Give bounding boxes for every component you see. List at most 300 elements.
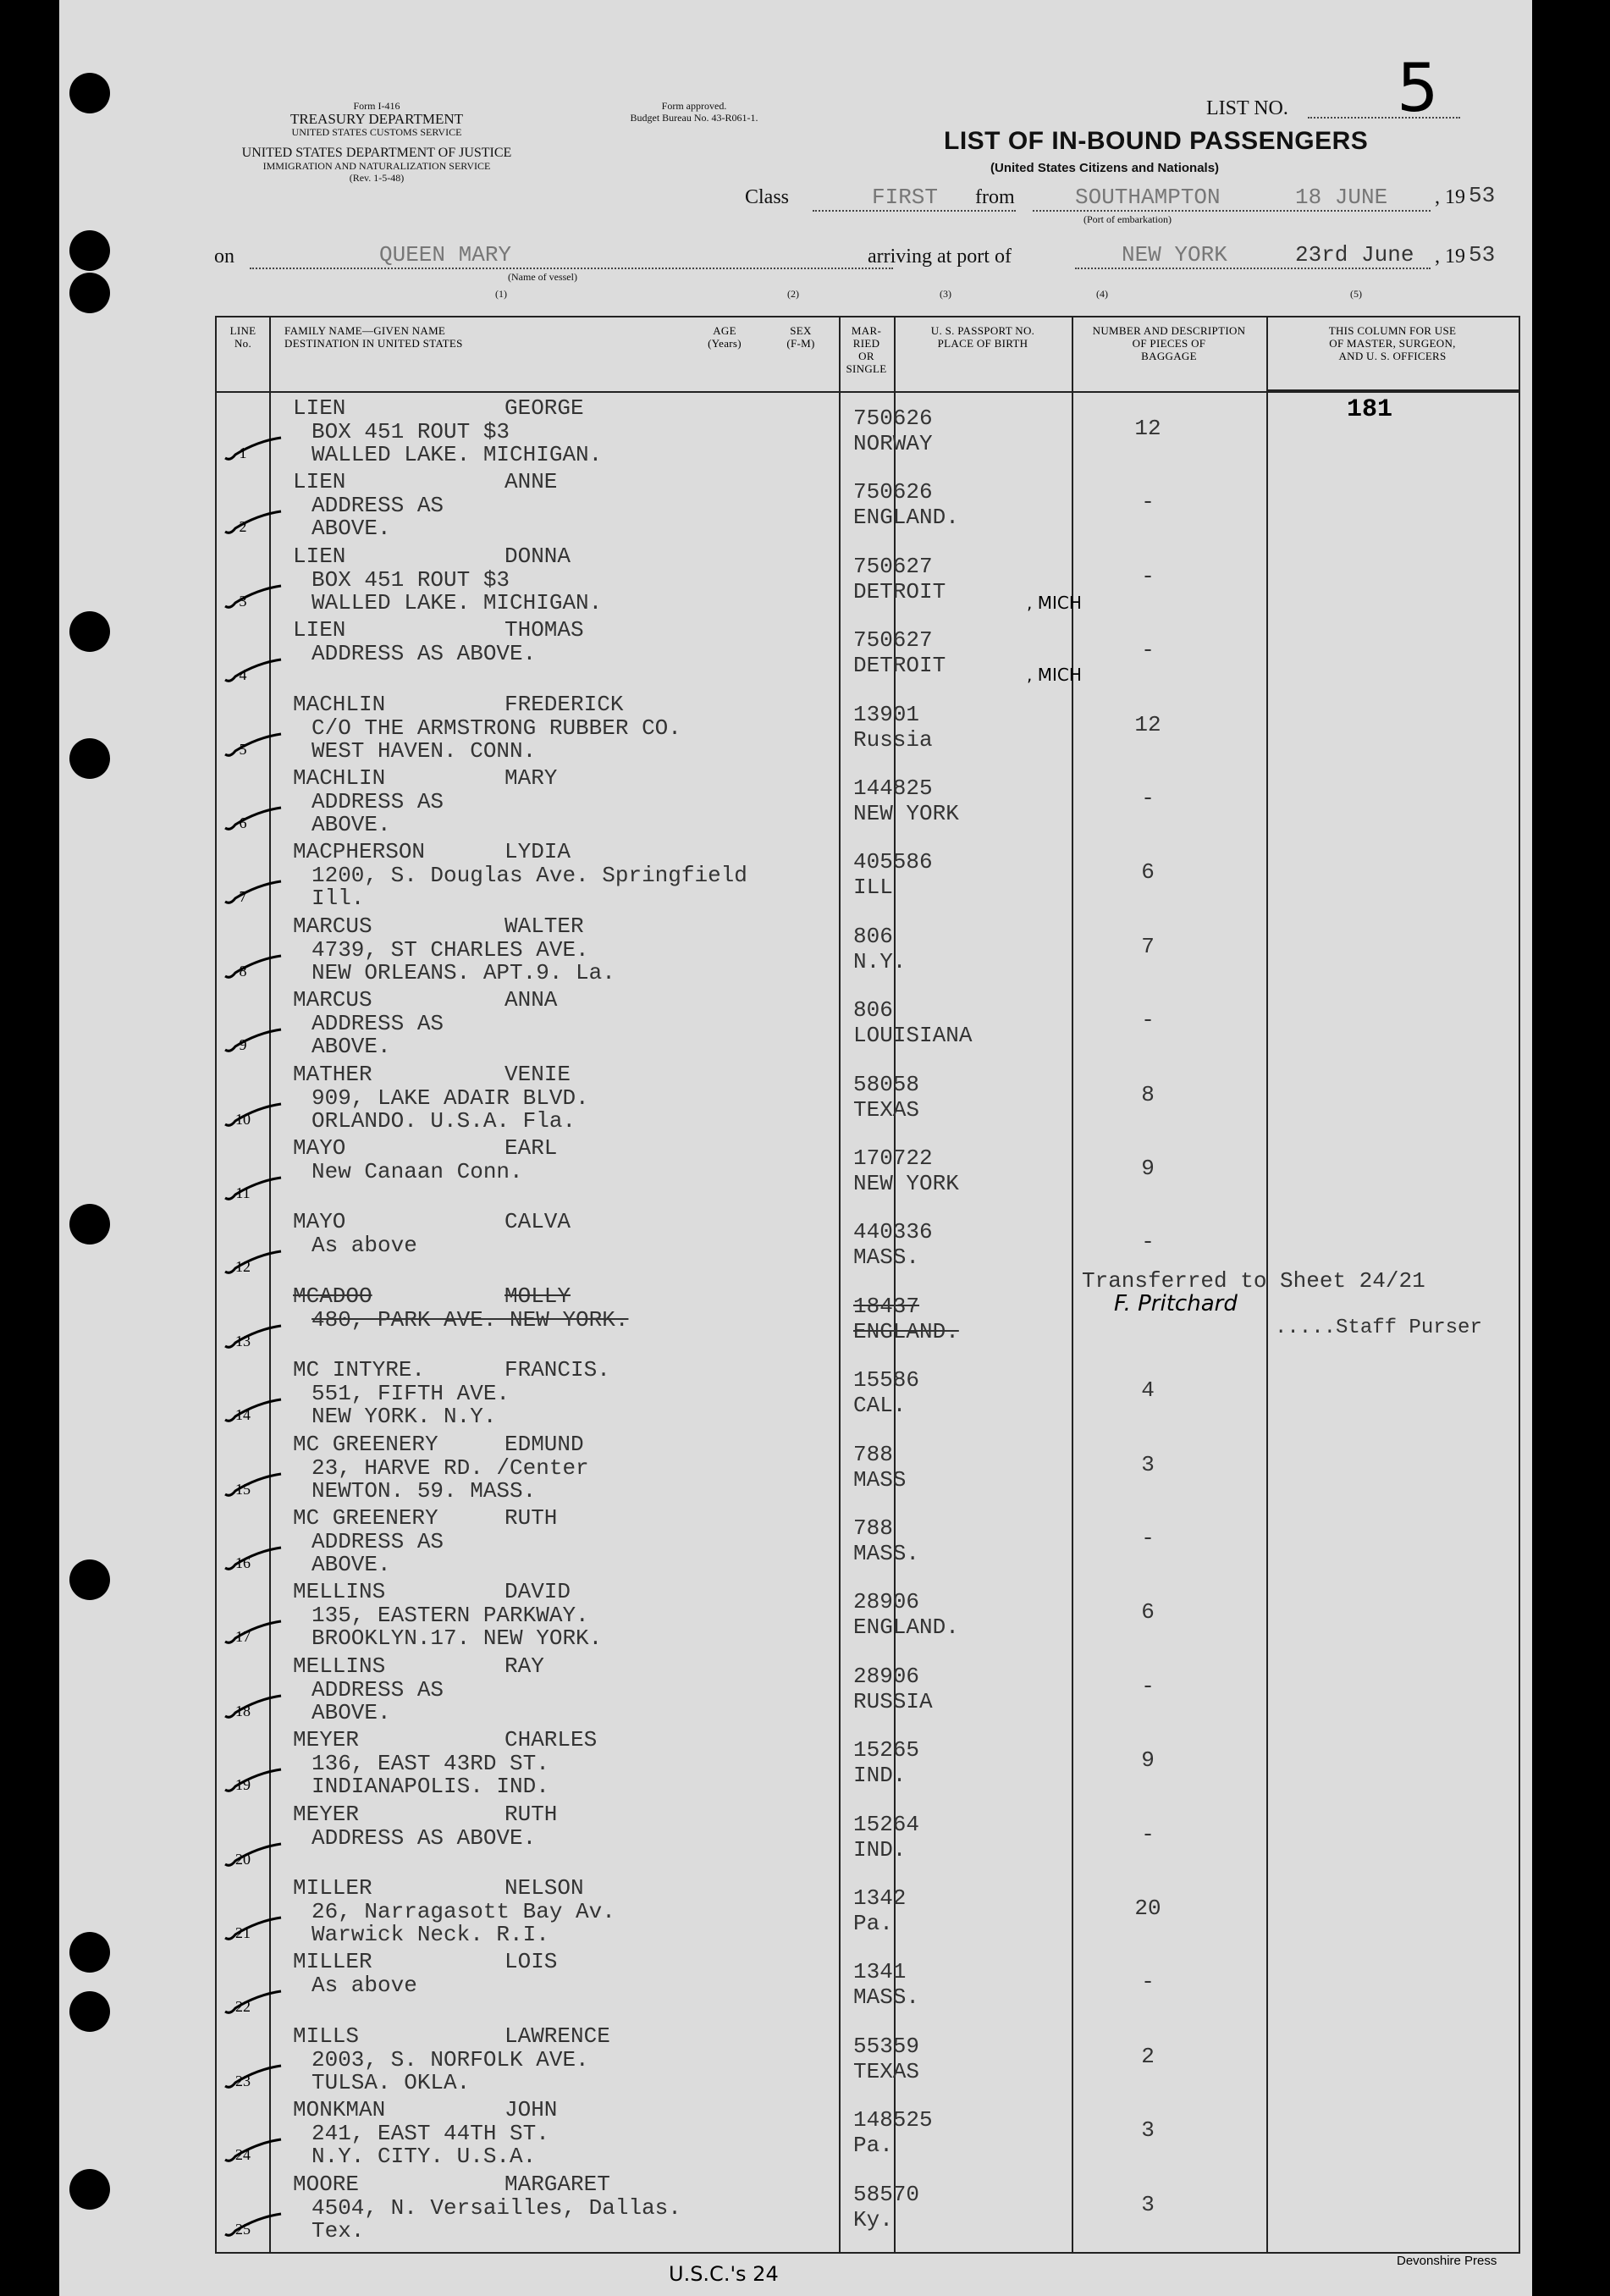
table-row <box>217 1134 1519 1207</box>
check-mark-icon <box>223 1990 283 2015</box>
baggage-count: 12 <box>1134 711 1161 737</box>
family-name: MILLER <box>293 1949 372 1975</box>
address-line-1: New Canaan Conn. <box>312 1159 523 1184</box>
col-num-5: (5) <box>1350 288 1362 300</box>
address-line-1: 1200, S. Douglas Ave. Springfield <box>312 863 747 889</box>
arrival-year-prefix: , 19 <box>1435 246 1465 268</box>
baggage-count: - <box>1141 1229 1155 1256</box>
from-date: 18 JUNE <box>1295 185 1388 210</box>
address-line-1: ADDRESS AS <box>312 789 444 814</box>
arrival-date: 23rd June <box>1295 242 1414 268</box>
table-row <box>217 2095 1519 2169</box>
punch-hole <box>69 273 110 313</box>
line-number: 22 <box>235 1998 251 2016</box>
family-name: MILLS <box>293 2023 360 2049</box>
line-number: 1 <box>239 444 247 461</box>
place-of-birth: Pa. <box>853 2133 893 2159</box>
address-line-2: WALLED LAKE. MICHIGAN. <box>312 589 603 615</box>
given-name: CHARLES <box>505 1727 598 1753</box>
embark-note: (Port of embarkation) <box>1083 213 1172 225</box>
line-number: 25 <box>235 2220 251 2238</box>
passport-number: 170722 <box>853 1145 933 1171</box>
passport-number: 405586 <box>853 849 933 875</box>
table-row <box>217 1504 1519 1577</box>
col-num-2: (2) <box>787 288 799 300</box>
check-mark-icon <box>223 1768 283 1793</box>
arrival-year: 53 <box>1469 242 1496 268</box>
punch-hole <box>69 2169 110 2210</box>
address-line-2: Ill. <box>312 886 365 912</box>
address-line-1: As above <box>312 1973 417 1999</box>
bottom-handwriting: U.S.C.'s 24 <box>669 2262 779 2286</box>
address-line-1: ADDRESS AS <box>312 1011 444 1037</box>
family-name: LIEN <box>293 469 346 495</box>
page-subtitle: (United States Citizens and Nationals) <box>990 161 1220 175</box>
form-approved: Form approved. <box>661 100 727 112</box>
baggage-count: - <box>1141 1821 1155 1847</box>
passport-number: 440336 <box>853 1219 933 1245</box>
punch-hole <box>69 1932 110 1973</box>
place-of-birth: Ky. <box>853 2206 893 2233</box>
line-number: 3 <box>239 592 247 610</box>
baggage-count: 20 <box>1134 1896 1161 1921</box>
col-num-4: (4) <box>1096 288 1108 300</box>
address-line-1: BOX 451 ROUT $3 <box>312 566 510 593</box>
col-sex: SEX (F-M) <box>786 324 815 350</box>
class-label: Class <box>745 186 790 208</box>
address-line-1: 2003, S. NORFOLK AVE. <box>312 2046 589 2072</box>
baggage-count: 8 <box>1141 1081 1155 1107</box>
check-mark-icon <box>223 658 283 683</box>
passport-number: 28906 <box>853 1589 920 1615</box>
address-line-1: BOX 451 ROUT $3 <box>312 419 510 444</box>
baggage-count: 7 <box>1141 933 1155 959</box>
place-of-birth: ILL <box>853 875 893 901</box>
class-value: FIRST <box>872 185 939 210</box>
check-mark-icon <box>223 880 283 905</box>
family-name: LIEN <box>293 543 346 569</box>
check-mark-icon <box>223 1398 283 1423</box>
family-name: MELLINS <box>293 1579 386 1605</box>
address-line-1: ADDRESS AS <box>312 1529 444 1554</box>
given-name: CALVA <box>505 1209 571 1235</box>
line-number: 24 <box>235 2146 251 2164</box>
family-name: MAYO <box>293 1209 346 1235</box>
list-no-value: 5 <box>1397 51 1439 127</box>
table-row <box>217 1800 1519 1874</box>
address-line-1: 23, HARVE RD. /Center <box>312 1454 589 1481</box>
table-row <box>217 1725 1519 1799</box>
address-line-2: BROOKLYN.17. NEW YORK. <box>312 1625 603 1652</box>
vessel-note: (Name of vessel) <box>508 271 577 283</box>
form-id-block <box>267 100 487 138</box>
vessel-line <box>250 268 893 269</box>
place-of-birth: TEXAS <box>853 1096 920 1123</box>
passport-number: 750626 <box>853 479 933 505</box>
table-row <box>217 764 1519 837</box>
place-of-birth: IND. <box>853 1836 907 1863</box>
passport-number: 788 <box>853 1515 893 1541</box>
place-of-birth: ENGLAND. <box>853 505 959 531</box>
punch-hole <box>69 1204 110 1245</box>
passport-number: 15264 <box>853 1811 920 1837</box>
table-row <box>217 2022 1519 2095</box>
place-of-birth: Pa. <box>853 1911 893 1936</box>
col-num-3: (3) <box>940 288 951 300</box>
printer-mark: Devonshire Press <box>1397 2254 1497 2268</box>
from-port: SOUTHAMPTON <box>1075 185 1221 210</box>
address-line-1: 241, EAST 44TH ST. <box>312 2121 549 2147</box>
check-mark-icon <box>223 806 283 831</box>
passport-number: 750627 <box>853 553 933 579</box>
check-mark-icon <box>223 1250 283 1275</box>
baggage-count: - <box>1141 1526 1155 1551</box>
page-title: LIST OF IN-BOUND PASSENGERS <box>944 127 1369 155</box>
table-row <box>217 1652 1519 1725</box>
address-line-1: 4739, ST CHARLES AVE. <box>312 936 589 963</box>
baggage-count: 9 <box>1141 1747 1155 1774</box>
family-name: MONKMAN <box>293 2097 386 2123</box>
line-number: 16 <box>235 1554 251 1571</box>
given-name: RAY <box>505 1653 544 1679</box>
table-row <box>217 1577 1519 1651</box>
table-row <box>217 1430 1519 1504</box>
given-name: LOIS <box>505 1949 558 1975</box>
line-number: 9 <box>239 1036 247 1054</box>
check-mark-icon <box>223 1916 283 1941</box>
punch-hole <box>69 230 110 271</box>
given-name: ANNA <box>505 987 558 1013</box>
passport-number: 58570 <box>853 2181 920 2207</box>
transferred-note: Transferred to Sheet 24/21 <box>1082 1268 1425 1294</box>
place-of-birth: NEW YORK <box>853 1171 959 1196</box>
col-num-1: (1) <box>495 288 507 300</box>
address-line-1: ADDRESS AS ABOVE. <box>312 1824 537 1851</box>
passport-number: 58058 <box>853 1071 920 1097</box>
col-married: MAR- RIED OR SINGLE <box>846 324 887 375</box>
place-of-birth: NEW YORK <box>853 801 959 826</box>
line-number: 21 <box>235 1924 251 1941</box>
line-number: 19 <box>235 1776 251 1794</box>
passport-number: 18437 <box>853 1293 920 1319</box>
given-name: DONNA <box>505 543 571 569</box>
place-of-birth: N.Y. <box>853 948 907 974</box>
place-of-birth: MASS <box>853 1466 907 1493</box>
budget-bureau: Budget Bureau No. 43-R061-1. <box>630 112 758 124</box>
place-of-birth: RUSSIA <box>853 1688 933 1714</box>
baggage-count: - <box>1141 786 1155 811</box>
given-name: LAWRENCE <box>505 2023 610 2049</box>
table-row <box>217 985 1519 1059</box>
given-name: THOMAS <box>505 617 584 643</box>
check-mark-icon <box>223 732 283 758</box>
passport-number: 148525 <box>853 2107 933 2133</box>
line-number: 8 <box>239 962 247 980</box>
from-label: from <box>975 186 1015 208</box>
on-label: on <box>214 246 234 268</box>
given-name: GEORGE <box>505 395 584 421</box>
check-mark-icon <box>223 1546 283 1571</box>
family-name: MACHLIN <box>293 765 386 791</box>
line-number: 17 <box>235 1628 251 1646</box>
document-sheet <box>59 0 1532 2296</box>
given-name: EARL <box>505 1135 558 1161</box>
check-mark-icon <box>223 1842 283 1868</box>
table-row <box>217 837 1519 911</box>
line-number: 14 <box>235 1406 251 1424</box>
family-name: MEYER <box>293 1727 360 1753</box>
family-name: MOORE <box>293 2171 360 2197</box>
check-mark-icon <box>223 1620 283 1645</box>
passport-number: 1341 <box>853 1959 907 1985</box>
address-line-2: WALLED LAKE. MICHIGAN. <box>312 442 603 467</box>
family-name: MILLER <box>293 1875 372 1901</box>
passport-number: 750627 <box>853 627 933 654</box>
family-name: MC GREENERY <box>293 1505 438 1531</box>
line-number: 12 <box>235 1258 251 1276</box>
family-name: MCADOO <box>293 1283 372 1309</box>
passport-number: 13901 <box>853 701 920 727</box>
baggage-count: 4 <box>1141 1377 1155 1404</box>
address-line-1: ADDRESS AS ABOVE. <box>312 641 537 667</box>
mich-note-1: , MICH <box>1027 593 1082 613</box>
arrival-line <box>1075 268 1431 269</box>
family-name: MACHLIN <box>293 691 386 717</box>
check-mark-icon <box>223 2064 283 2089</box>
passport-number: 28906 <box>853 1663 920 1689</box>
given-name: RUTH <box>505 1801 558 1827</box>
given-name: FREDERICK <box>505 691 624 717</box>
address-line-2: ABOVE. <box>312 516 391 542</box>
from-year-prefix: , 19 <box>1435 186 1465 208</box>
col-age: AGE (Years) <box>708 324 742 350</box>
table-row <box>217 1060 1519 1134</box>
line-number: 5 <box>239 740 247 758</box>
address-line-2: NEW ORLEANS. APT.9. La. <box>312 959 615 985</box>
address-line-1: 136, EAST 43RD ST. <box>312 1751 549 1777</box>
justice-block <box>207 146 546 184</box>
baggage-count: 12 <box>1134 416 1161 441</box>
place-of-birth: DETROIT <box>853 578 946 604</box>
check-mark-icon <box>223 954 283 980</box>
given-name: NELSON <box>505 1875 584 1901</box>
passport-number: 15265 <box>853 1737 920 1763</box>
table-row <box>217 615 1519 689</box>
address-line-2: Tex. <box>312 2217 365 2244</box>
line-number: 23 <box>235 2072 251 2089</box>
passport-number: 788 <box>853 1441 893 1467</box>
passport-number: 144825 <box>853 775 933 801</box>
check-mark-icon <box>223 1102 283 1128</box>
baggage-count: 3 <box>1141 1451 1155 1477</box>
family-name: MELLINS <box>293 1653 386 1679</box>
line-number: 20 <box>235 1850 251 1868</box>
check-mark-icon <box>223 584 283 610</box>
family-name: MACPHERSON <box>293 839 426 865</box>
arrival-port: NEW YORK <box>1122 242 1227 268</box>
table-row <box>217 1947 1519 2021</box>
baggage-count: 6 <box>1141 859 1155 886</box>
address-line-2: ABOVE. <box>312 1034 391 1060</box>
staff-purser: .....Staff Purser <box>1275 1316 1482 1339</box>
passport-number: 806 <box>853 923 893 949</box>
address-line-2: Warwick Neck. R.I. <box>312 1922 549 1947</box>
address-line-2: INDIANAPOLIS. IND. <box>312 1774 549 1800</box>
line-number: 10 <box>235 1110 251 1128</box>
punch-hole <box>69 1991 110 2032</box>
table-row <box>217 690 1519 764</box>
line-number: 13 <box>235 1332 251 1349</box>
treasury-dept: TREASURY DEPARTMENT <box>289 111 464 127</box>
line-number: 11 <box>235 1184 251 1201</box>
given-name: EDMUND <box>505 1431 584 1457</box>
given-name: MARGARET <box>505 2171 610 2197</box>
address-line-2: NEW YORK. N.Y. <box>312 1404 497 1430</box>
baggage-count: - <box>1141 1673 1155 1699</box>
check-mark-icon <box>223 1324 283 1349</box>
table-row <box>217 394 1519 467</box>
punch-hole <box>69 1559 110 1600</box>
given-name: ANNE <box>505 469 558 495</box>
place-of-birth: ENGLAND. <box>853 1318 959 1344</box>
line-number: 6 <box>239 814 247 831</box>
col-passport: U. S. PASSPORT NO. PLACE OF BIRTH <box>930 324 1035 350</box>
address-line-1: ADDRESS AS <box>312 1676 444 1703</box>
passport-number: 806 <box>853 997 893 1024</box>
baggage-count: 9 <box>1141 1156 1155 1181</box>
place-of-birth: LOUISIANA <box>853 1023 973 1049</box>
from-line <box>1033 210 1431 212</box>
address-line-1: As above <box>312 1233 417 1259</box>
check-mark-icon <box>223 510 283 535</box>
given-name: FRANCIS. <box>505 1357 610 1383</box>
given-name: LYDIA <box>505 839 571 865</box>
place-of-birth: DETROIT <box>853 653 946 679</box>
from-year: 53 <box>1469 183 1496 208</box>
given-name: VENIE <box>505 1061 571 1087</box>
family-name: LIEN <box>293 617 346 643</box>
family-name: MATHER <box>293 1061 372 1087</box>
passport-number: 55359 <box>853 2033 920 2059</box>
given-name: WALTER <box>505 913 584 939</box>
address-line-1: C/O THE ARMSTRONG RUBBER CO. <box>312 715 681 741</box>
col-name: FAMILY NAME—GIVEN NAME DESTINATION IN UNITED STATES <box>284 324 463 350</box>
family-name: MARCUS <box>293 987 372 1013</box>
baggage-count: - <box>1141 489 1155 516</box>
list-no-label: LIST NO. <box>1206 97 1288 119</box>
approval-block <box>576 100 813 124</box>
family-name: MARCUS <box>293 913 372 939</box>
officer-note: 181 <box>1347 395 1393 424</box>
address-line-1: 551, FIFTH AVE. <box>312 1381 510 1407</box>
punch-hole <box>69 73 110 113</box>
check-mark-icon <box>223 1472 283 1498</box>
table-row <box>217 1355 1519 1429</box>
purser-signature: F. Pritchard <box>1114 1291 1238 1316</box>
check-mark-icon <box>223 1694 283 1719</box>
family-name: LIEN <box>293 395 346 421</box>
passport-number: 750626 <box>853 406 933 431</box>
given-name: RUTH <box>505 1505 558 1531</box>
place-of-birth: ENGLAND. <box>853 1614 959 1641</box>
check-mark-icon <box>223 2138 283 2163</box>
place-of-birth: CAL. <box>853 1393 907 1419</box>
table-row <box>217 467 1519 541</box>
check-mark-icon <box>223 436 283 461</box>
place-of-birth: NORWAY <box>853 431 933 456</box>
col-line: LINE No. <box>229 324 256 350</box>
check-mark-icon <box>223 2212 283 2238</box>
baggage-count: - <box>1141 1969 1155 1995</box>
given-name: MOLLY <box>505 1283 571 1309</box>
col-baggage: NUMBER AND DESCRIPTION OF PIECES OF BAGGAGE <box>1092 324 1246 362</box>
place-of-birth: MASS. <box>853 1984 920 2011</box>
address-line-1: 26, Narragasott Bay Av. <box>312 1899 615 1924</box>
passport-number: 1342 <box>853 1885 907 1911</box>
class-line <box>813 210 1016 212</box>
given-name: MARY <box>505 765 558 791</box>
line-number: 4 <box>239 666 247 684</box>
justice-dept: UNITED STATES DEPARTMENT OF JUSTICE <box>241 146 512 160</box>
place-of-birth: Russia <box>853 726 933 753</box>
arriving-label: arriving at port of <box>868 246 1012 268</box>
col-officers: THIS COLUMN FOR USE OF MASTER, SURGEON, AND U. S. OFFICERS <box>1328 324 1457 362</box>
baggage-count: 3 <box>1141 2117 1155 2144</box>
customs-service: UNITED STATES CUSTOMS SERVICE <box>291 126 462 138</box>
address-line-2: TULSA. OKLA. <box>312 2069 471 2095</box>
family-name: MEYER <box>293 1801 360 1827</box>
address-line-2: NEWTON. 59. MASS. <box>312 1477 537 1504</box>
address-line-1: 909, LAKE ADAIR BLVD. <box>312 1085 589 1111</box>
ins-service: IMMIGRATION AND NATURALIZATION SERVICE <box>262 160 491 172</box>
address-line-2: N.Y. CITY. U.S.A. <box>312 2144 537 2170</box>
place-of-birth: TEXAS <box>853 2058 920 2084</box>
place-of-birth: MASS. <box>853 1245 920 1271</box>
mich-note-2: , MICH <box>1027 665 1082 685</box>
passport-number: 15586 <box>853 1367 920 1394</box>
baggage-count: - <box>1141 637 1155 664</box>
address-line-1: ADDRESS AS <box>312 493 444 519</box>
punch-hole <box>69 738 110 779</box>
address-line-1: 4504, N. Versailles, Dallas. <box>312 2194 681 2221</box>
punch-hole <box>69 611 110 652</box>
family-name: MC INTYRE. <box>293 1357 426 1383</box>
family-name: MC GREENERY <box>293 1431 438 1457</box>
baggage-count: 6 <box>1141 1599 1155 1625</box>
family-name: MAYO <box>293 1135 346 1161</box>
table-row <box>217 912 1519 985</box>
form-number: Form I-416 <box>353 100 400 112</box>
line-number: 7 <box>239 888 247 906</box>
address-line-2: WEST HAVEN. CONN. <box>312 737 537 764</box>
rev-date: (Rev. 1-5-48) <box>349 172 405 184</box>
table-row <box>217 2170 1519 2244</box>
baggage-count: 3 <box>1141 2191 1155 2217</box>
address-line-1: 135, EASTERN PARKWAY. <box>312 1603 589 1629</box>
table-row <box>217 1874 1519 1947</box>
baggage-count: - <box>1141 563 1155 589</box>
address-line-2: ABOVE. <box>312 812 391 837</box>
baggage-count: 2 <box>1141 2043 1155 2069</box>
check-mark-icon <box>223 1176 283 1201</box>
given-name: DAVID <box>505 1579 571 1605</box>
table-row <box>217 542 1519 615</box>
address-line-1: 480, PARK AVE. NEW YORK. <box>312 1306 629 1333</box>
line-number: 2 <box>239 518 247 536</box>
baggage-count: - <box>1141 1007 1155 1034</box>
address-line-2: ABOVE. <box>312 1552 391 1577</box>
vessel-name: QUEEN MARY <box>379 242 512 268</box>
